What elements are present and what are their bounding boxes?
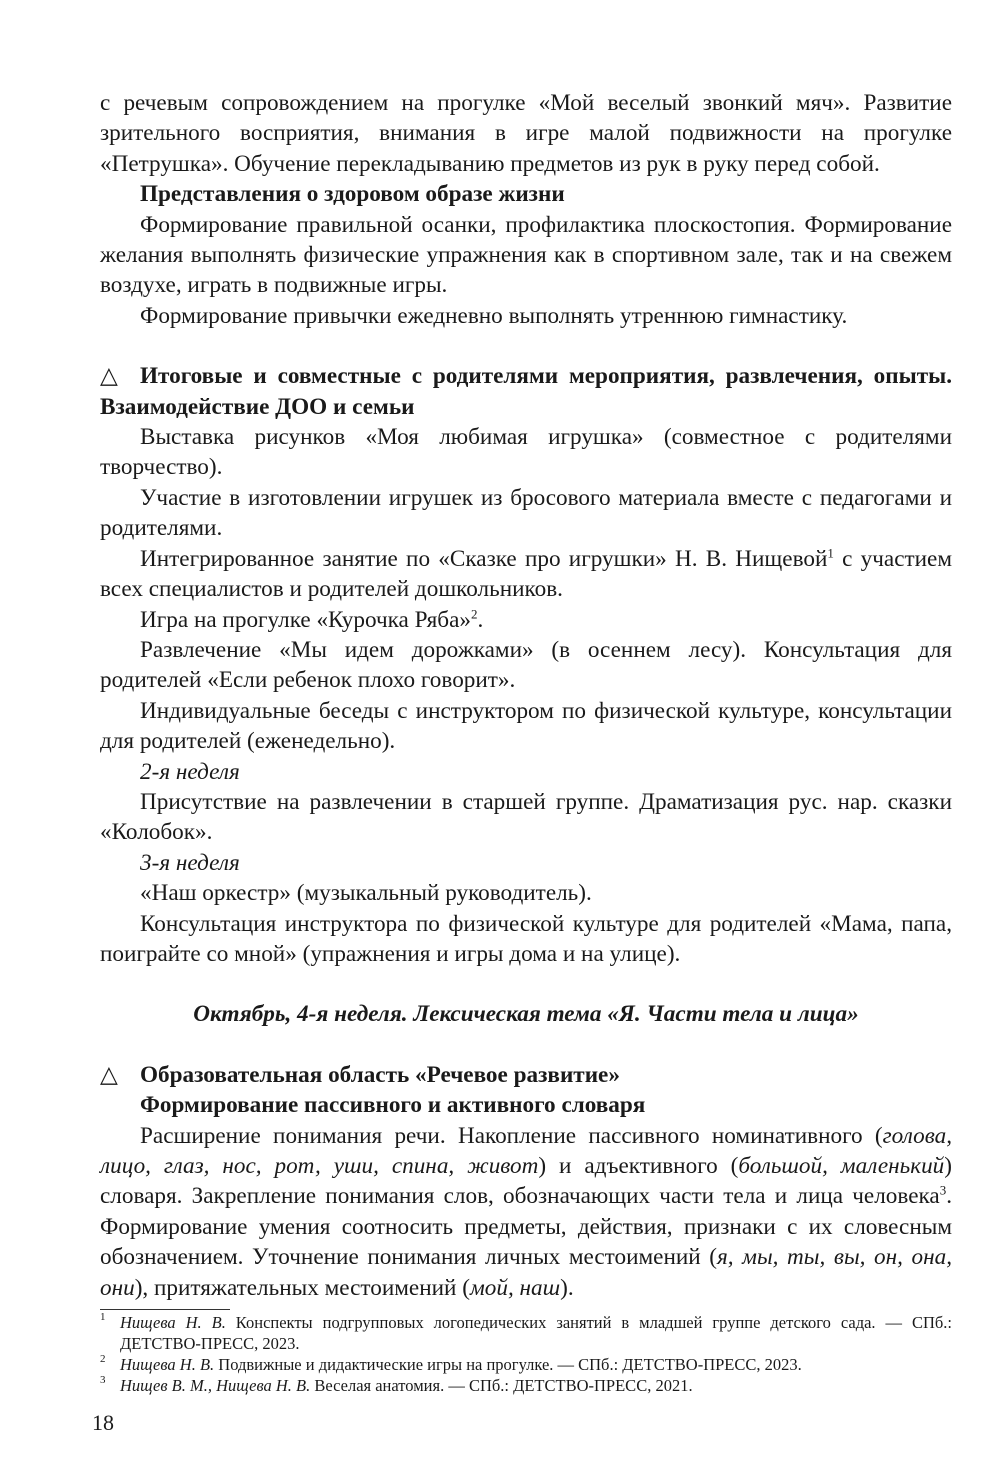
- footnote-ref[interactable]: 3: [939, 1182, 947, 1198]
- paragraph: Формирование правильной осанки, профилактика плоскостопия. Формирование желания выполнять физические упражнения как в спортивном зале, так и на свежем воздухе, играть в подвижные игры.: [100, 211, 952, 299]
- footnote-2: [100, 1354, 952, 1375]
- triangle-icon: △: [100, 363, 118, 390]
- footnote-number: 1: [100, 1311, 106, 1324]
- paragraph: Формирование привычки ежедневно выполнять утреннюю гимнастику.: [140, 302, 848, 329]
- footnote-author: Нищева Н. В.: [120, 1355, 215, 1375]
- week-theme-title: Октябрь, 4-я неделя. Лексическая тема «Я. Части тела и лица»: [193, 1001, 859, 1028]
- text-run: Игра на прогулке «Курочка Ряба»: [140, 606, 471, 633]
- text-run: .: [477, 606, 484, 633]
- footnotes: [100, 1312, 952, 1396]
- text-run: . Формирование умения соотносить предметы, действия, признаки с их словесным обозначением. Уточнение понимания личных местоимений (: [100, 1183, 952, 1271]
- paragraph: Консультация инструктора по физической культуре для родителей «Мама, папа, поиграйте со мной» (упражнения и игры дома и на улице).: [100, 910, 952, 967]
- footnote-text: Веселая анатомия. — СПб.: ДЕТСТВО-ПРЕСС, 2021.: [310, 1376, 693, 1396]
- paragraph: Участие в изготовлении игрушек из бросового материала вместе с педагогами и родителями.: [100, 484, 952, 542]
- paragraph: [100, 544, 952, 605]
- footnote-3: [100, 1375, 952, 1396]
- paragraph: с речевым сопровождением на прогулке «Мой веселый звонкий мяч». Развитие зрительного восприятия, внимания в игре малой подвижности на прогулке «Петрушка». Обучение перекладыванию предметов из рук в руку перед собой.: [100, 90, 952, 177]
- page-number: 18: [92, 1410, 114, 1435]
- paragraph: Индивидуальные беседы с инструктором по физической культуре, консультации для родителей (еженедельно).: [100, 697, 952, 755]
- footnote-number: 3: [100, 1374, 106, 1387]
- text-run: Расширение понимания речи. Накопление пассивного номинативного (: [140, 1122, 883, 1149]
- paragraph: Присутствие на развлечении в старшей группе. Драматизация рус. нар. сказки «Колобок».: [100, 788, 952, 846]
- body-text: [100, 88, 952, 1303]
- text-run: с участием всех специалистов и родителей дошкольников.: [100, 545, 953, 603]
- footnote-text: Конспекты подгрупповых логопедических занятий в младшей группе детского сада. — СПб.: ДЕТСТВО-ПРЕСС, 2023.: [120, 1313, 953, 1354]
- footnote-ref[interactable]: 1: [827, 544, 834, 560]
- text-run: ) и адъективного (: [538, 1153, 739, 1179]
- footnote-number: 2: [100, 1353, 106, 1366]
- paragraph: Выставка рисунков «Моя любимая игрушка» (совместное с родителями творчество).: [100, 424, 952, 481]
- text-run: ), притяжательных местоимений (: [134, 1274, 470, 1301]
- section-heading-events: [100, 361, 952, 422]
- text-run: Интегрированное занятие по «Сказке про игрушки» Н. В. Нищевой: [140, 545, 828, 572]
- section-heading-health: Представления о здоровом образе жизни: [140, 181, 565, 208]
- paragraph: «Наш оркестр» (музыкальный руководитель).: [140, 880, 592, 907]
- italic-text: мой, наш: [469, 1274, 561, 1301]
- paragraph: [100, 605, 952, 635]
- week-label: 2-я неделя: [140, 758, 240, 785]
- section-heading-text: Итоговые и совместные с родителями мероприятия, развлечения, опыты. Взаимодействие ДОО и семьи: [100, 363, 952, 420]
- italic-text: я, мы, ты, вы, он, она, они: [100, 1244, 952, 1301]
- triangle-icon: △: [100, 1061, 118, 1088]
- text-run: ) словаря. Закрепление понимания слов, обозначающих части тела и лица человека: [100, 1153, 952, 1210]
- footnote-divider: [100, 1309, 230, 1310]
- footnote-text: Подвижные и дидактические игры на прогулке. — СПб.: ДЕТСТВО-ПРЕСС, 2023.: [214, 1355, 802, 1375]
- footnote-1: [100, 1312, 952, 1354]
- paragraph: [100, 1121, 952, 1303]
- section-heading-text: Образовательная область «Речевое развитие»: [140, 1061, 620, 1088]
- footnote-author: Нищев В. М., Нищева Н. В.: [120, 1376, 311, 1396]
- italic-text: большой, маленький: [738, 1153, 945, 1179]
- subsection-heading: Формирование пассивного и активного словаря: [140, 1092, 646, 1119]
- paragraph: Развлечение «Мы идем дорожками» (в осеннем лесу). Консультация для родителей «Если ребенок плохо говорит».: [100, 636, 952, 694]
- week-label: 3-я неделя: [140, 849, 240, 876]
- italic-text: голова, лицо, глаз, нос, рот, уши, спина, живот: [100, 1122, 952, 1179]
- text-run: ).: [560, 1274, 574, 1301]
- footnote-ref[interactable]: 2: [471, 605, 478, 621]
- section-heading-speech: [100, 1060, 952, 1090]
- footnote-author: Нищева Н. В.: [120, 1313, 226, 1333]
